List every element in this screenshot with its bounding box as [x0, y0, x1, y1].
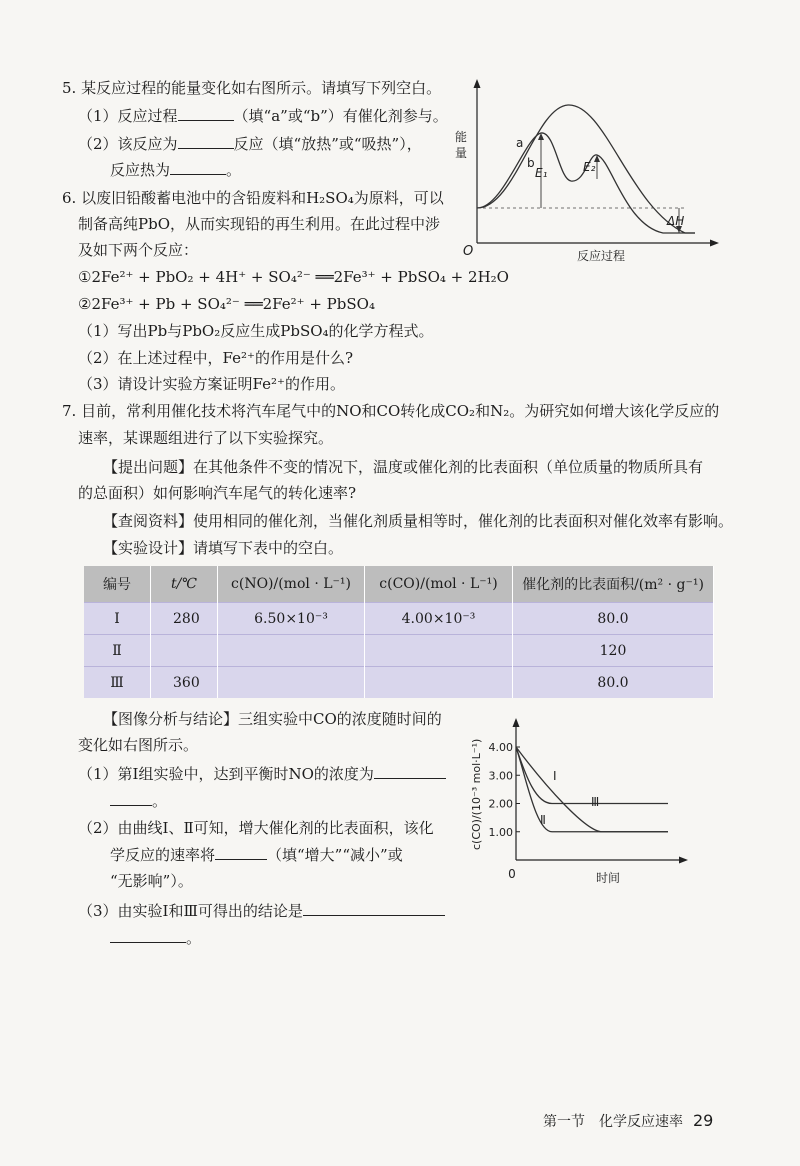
co-tick-label: 4.00 [488, 741, 513, 754]
q7-blank-1a[interactable] [374, 762, 446, 779]
q7-blank-3b[interactable] [110, 926, 186, 943]
header-surface-area: 催化剂的比表面积/(m² · g⁻¹) [513, 566, 714, 603]
co-series-label: Ⅲ [591, 795, 600, 809]
q7-analysis-2: 变化如右图所示。 [78, 736, 199, 754]
q7-question-2: 的总面积）如何影响汽车尾气的转化速率? [78, 484, 357, 502]
cell-c-no: 6.50×10⁻³ [218, 603, 365, 635]
co-series-line [516, 747, 668, 832]
cell-surface-area: 120 [513, 635, 714, 667]
q7-design: 【实验设计】请填写下表中的空白。 [103, 539, 344, 557]
footer-section: 第一节 化学反应速率 [543, 1114, 683, 1130]
q7-reference: 【查阅资料】使用相同的催化剂，当催化剂质量相等时，催化剂的比表面积对催化效率有影响。 [103, 512, 734, 530]
co-series-label: Ⅱ [540, 813, 546, 827]
q7-answer-3: （3）由实验Ⅰ和Ⅲ可得出的结论是 [78, 899, 445, 922]
q7-blank-1b[interactable] [110, 789, 152, 806]
q5-stem: 5. 某反应过程的能量变化如右图所示。请填写下列空白。 [62, 79, 442, 97]
label-dh: ΔH [667, 214, 685, 228]
cell-c-co-blank[interactable] [365, 635, 513, 667]
q5-part1: （1）反应过程 （填“a”或“b”）有催化剂参与。 [78, 104, 448, 127]
q7-answer-2-end: “无影响”）。 [110, 872, 193, 890]
cell-number: Ⅲ [84, 667, 151, 699]
label-e2: E₂ [583, 160, 596, 174]
co-x-label: 时间 [595, 871, 621, 885]
cell-surface-area: 80.0 [513, 603, 714, 635]
q6-reaction-1: ①2Fe²⁺ + PbO₂ + 4H⁺ + SO₄²⁻ ══2Fe³⁺ + PbSO₄ + 2H₂O [78, 268, 509, 286]
co-concentration-chart [468, 710, 694, 895]
q7-stem-1: 7. 目前，常利用催化技术将汽车尾气中的NO和CO转化成CO₂和N₂。为研究如何增大该化学反应的 [62, 402, 720, 420]
cell-number: Ⅱ [84, 635, 151, 667]
page-footer [543, 1111, 713, 1131]
energy-x-label: 反应过程 [577, 249, 626, 263]
co-series [516, 747, 668, 832]
cell-c-no-blank[interactable] [218, 635, 365, 667]
header-c-co: c(CO)/(mol · L⁻¹) [365, 566, 513, 603]
table-row [84, 603, 714, 635]
header-temperature: t/℃ [151, 566, 218, 603]
cell-c-co-blank[interactable] [365, 667, 513, 699]
q7-question-1: 【提出问题】在其他条件不变的情况下，温度或催化剂的比表面积（单位质量的物质所具有 [103, 458, 704, 476]
co-series-label: Ⅰ [553, 769, 557, 783]
co-origin: 0 [508, 867, 516, 881]
q7-answer-1: （1）第Ⅰ组实验中，达到平衡时NO的浓度为 [78, 762, 446, 785]
energy-origin: O [463, 244, 474, 259]
cell-temperature: 360 [151, 667, 218, 699]
co-tick-label: 3.00 [488, 769, 513, 783]
q6-stem-1: 6. 以废旧铅酸蓄电池中的含铅废料和H₂SO₄为原料，可以 [62, 189, 444, 207]
q6-part1: （1）写出Pb与PbO₂反应生成PbSO₄的化学方程式。 [78, 322, 434, 340]
energy-diagram [455, 75, 725, 265]
co-x-arrow [679, 857, 688, 864]
q5-part2-cont: 反应热为 。 [110, 158, 241, 181]
experiment-table [84, 566, 714, 698]
energy-y-label-1: 能 [455, 130, 468, 144]
q6-stem-3: 及如下两个反应： [78, 241, 199, 259]
q7-answer-2: （2）由曲线Ⅰ、Ⅱ可知，增大催化剂的比表面积，该化 [78, 819, 434, 837]
cell-c-no-blank[interactable] [218, 667, 365, 699]
co-ticks [489, 741, 521, 839]
q7-blank-3a[interactable] [303, 899, 445, 916]
q6-reaction-2: ②2Fe³⁺ + Pb + SO₄²⁻ ══2Fe²⁺ + PbSO₄ [78, 295, 375, 313]
header-c-no: c(NO)/(mol · L⁻¹) [218, 566, 365, 603]
table-row [84, 667, 714, 699]
energy-y-arrow [474, 79, 481, 88]
table-header-row [84, 566, 714, 603]
energy-x-arrow [710, 240, 719, 247]
energy-y-label-2: 量 [455, 146, 468, 160]
co-y-arrow [513, 718, 520, 727]
cell-temperature-blank[interactable] [151, 635, 218, 667]
q7-blank-2[interactable] [215, 843, 267, 860]
label-b: b [527, 156, 535, 170]
cell-number: Ⅰ [84, 603, 151, 635]
co-tick-label: 1.00 [488, 825, 513, 839]
q7-stem-2: 速率，某课题组进行了以下实验探究。 [78, 429, 334, 447]
cell-temperature: 280 [151, 603, 218, 635]
co-y-label: c(CO)/(10⁻³ mol·L⁻¹) [470, 738, 483, 850]
header-number: 编号 [84, 566, 151, 603]
q7-answer-1-cont: 。 [110, 789, 167, 812]
q5-blank-3[interactable] [170, 158, 226, 175]
q7-answer-3-cont: 。 [110, 926, 201, 949]
cell-c-co: 4.00×10⁻³ [365, 603, 513, 635]
table-row [84, 635, 714, 667]
label-a: a [516, 136, 524, 150]
cell-surface-area: 80.0 [513, 667, 714, 699]
q5-blank-2[interactable] [178, 132, 234, 149]
q6-stem-2: 制备高纯PbO，从而实现铅的再生利用。在此过程中涉 [78, 215, 440, 233]
q6-part2: （2）在上述过程中，Fe²⁺的作用是什么? [78, 349, 353, 367]
co-tick-label: 2.00 [488, 797, 513, 811]
q5-part2: （2）该反应为 反应（填“放热”或“吸热”）， [78, 132, 422, 155]
q5-blank-1[interactable] [178, 104, 234, 121]
q7-answer-2-cont: 学反应的速率将 （填“增大”“减小”或 [110, 843, 403, 866]
page-number: 29 [693, 1111, 714, 1130]
q6-part3: （3）请设计实验方案证明Fe²⁺的作用。 [78, 375, 345, 393]
label-e1: E₁ [535, 166, 548, 180]
q7-analysis-1: 【图像分析与结论】三组实验中CO的浓度随时间的 [103, 710, 442, 728]
